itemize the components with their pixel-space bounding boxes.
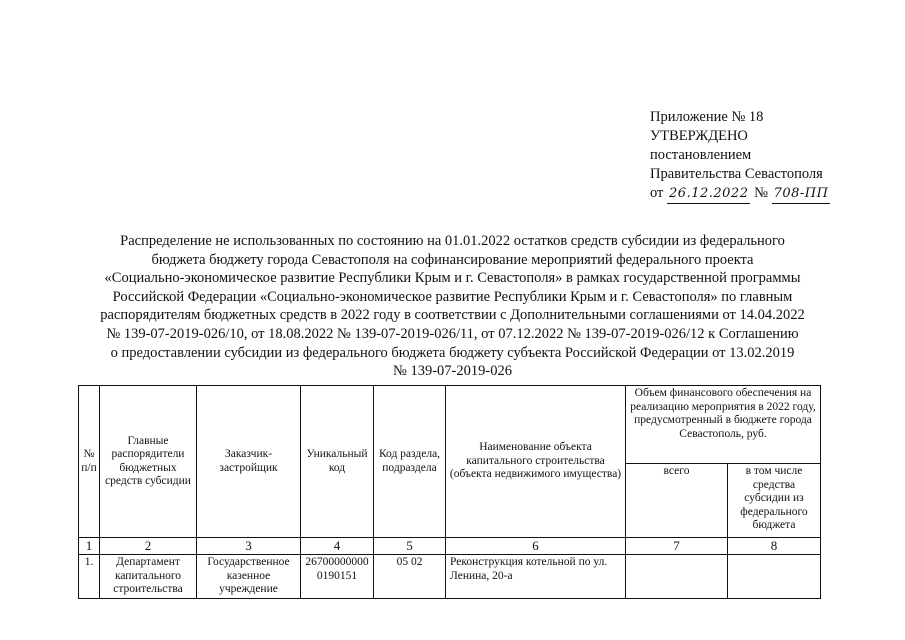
- row-total: [626, 555, 728, 599]
- column-number: 1: [79, 538, 100, 555]
- column-number: 8: [728, 538, 821, 555]
- government-label: Правительства Севастополя: [650, 166, 823, 182]
- row-federal: [728, 555, 821, 599]
- header-federal: в том числе средства субсидии из федерального бюджета: [728, 464, 821, 538]
- row-customer: Государственное казенное учреждение: [197, 555, 301, 599]
- approved-label: УТВЕРЖДЕНО: [650, 128, 748, 144]
- column-number: 2: [100, 538, 197, 555]
- column-number: 4: [301, 538, 374, 555]
- header-managers: Главные распорядители бюджетных средств субсидии: [100, 386, 197, 538]
- header-num: № п/п: [79, 386, 100, 538]
- resolution-label: постановлением: [650, 147, 752, 163]
- title-line: о предоставлении субсидии из федерального бюджета бюджету субъекта Российской Федерации от 13.02.2019: [110, 344, 795, 361]
- header-finance-group: Объем финансового обеспечения на реализацию мероприятия в 2022 году, предусмотренный в бюджете города Севастополь, руб.: [626, 386, 821, 464]
- column-number: 7: [626, 538, 728, 555]
- title-line: Распределение не использованных по состоянию на 01.01.2022 остатков средств субсидии из федерального: [120, 233, 785, 249]
- row-manager: Департамент капитального строительства: [100, 555, 197, 599]
- row-section-code: 05 02: [374, 555, 446, 599]
- appendix-number: Приложение № 18: [650, 109, 764, 125]
- header-total: всего: [626, 464, 728, 538]
- title-line: распорядителям бюджетных средств в 2022 году в соответствии с Дополнительными соглашениями от 14.04.2022: [100, 307, 805, 324]
- date-number-line: [650, 184, 830, 204]
- title-line: № 139-07-2019-026/10, от 18.08.2022 № 139-07-2019-026/11, от 07.12.2022 № 139-07-2019-026/12 к Соглашению: [106, 325, 799, 342]
- header-section-code: Код раздела, подраздела: [374, 386, 446, 538]
- document-title: [80, 232, 825, 381]
- column-number: 5: [374, 538, 446, 555]
- column-number: 6: [446, 538, 626, 555]
- row-num: 1.: [79, 555, 100, 599]
- title-line: № 139-07-2019-026: [393, 363, 512, 380]
- title-line: «Социально-экономическое развитие Республики Крым и г. Севастополя» в рамках государственной программы: [104, 270, 801, 287]
- handwritten-date: 26.12.2022: [667, 184, 750, 204]
- title-line: бюджета бюджету города Севастополя на софинансирование мероприятий федерального проекта: [151, 251, 754, 268]
- from-label: от: [650, 185, 664, 201]
- column-numbers-row: [79, 538, 821, 555]
- handwritten-number: 708-ПП: [772, 184, 831, 204]
- distribution-table: [78, 385, 821, 599]
- table-row: [79, 555, 821, 599]
- row-object-name: Реконструкция котельной по ул. Ленина, 20-а: [446, 555, 626, 599]
- appendix-block: [650, 108, 830, 204]
- number-label: №: [754, 185, 768, 201]
- title-line: Российской Федерации «Социально-экономическое развитие Республики Крым и г. Севастополя» по главным: [112, 288, 793, 305]
- header-unique-code: Уникальный код: [301, 386, 374, 538]
- row-unique-code: 26700000000 0190151: [301, 555, 374, 599]
- header-customer: Заказчик-застройщик: [197, 386, 301, 538]
- column-number: 3: [197, 538, 301, 555]
- header-object-name: Наименование объекта капитального строительства (объекта недвижимого имущества): [446, 386, 626, 538]
